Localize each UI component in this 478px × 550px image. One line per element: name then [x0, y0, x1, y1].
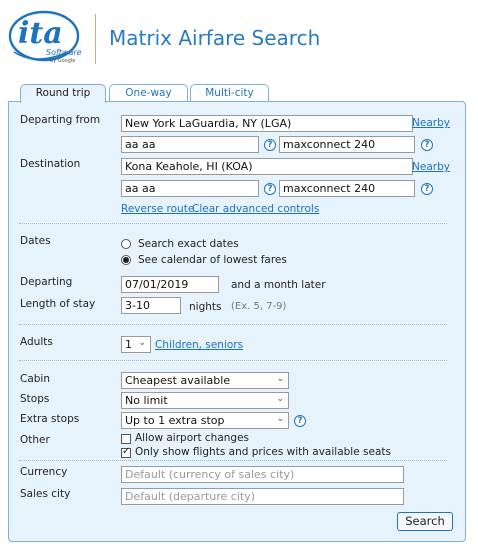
other-label: Other — [20, 434, 50, 446]
header-divider — [95, 14, 96, 64]
extra-stops-help-icon[interactable]: ? — [294, 415, 306, 427]
chevron-down-icon: ⌄ — [138, 338, 146, 348]
chevron-down-icon: ⌄ — [276, 394, 284, 404]
cabin-label: Cabin — [20, 373, 51, 385]
sales-city-input[interactable]: Default (departure city) — [121, 488, 404, 505]
page-title: Matrix Airfare Search — [109, 26, 321, 50]
only-available-seats-label: Only show flights and prices with available seats — [135, 446, 391, 458]
allow-airport-changes-label: Allow airport changes — [135, 432, 250, 444]
destination-nearby-link[interactable]: Nearby — [412, 161, 450, 173]
extra-stops-select-value: Up to 1 extra stop — [125, 414, 225, 427]
destination-input[interactable]: Kona Keahole, HI (KOA) — [121, 158, 413, 175]
currency-label: Currency — [20, 466, 68, 478]
section-divider — [19, 360, 447, 361]
extra-stops-select[interactable] — [121, 412, 289, 429]
stops-label: Stops — [20, 393, 50, 405]
logo-software-text: Software — [46, 48, 82, 57]
destination-extension-help-icon[interactable]: ? — [421, 183, 433, 195]
departing-from-label: Departing from — [20, 114, 101, 126]
calendar-lowest-fares-label: See calendar of lowest fares — [138, 254, 287, 266]
length-of-stay-input[interactable]: 3-10 — [121, 297, 181, 314]
allow-airport-changes-checkbox[interactable] — [121, 434, 131, 444]
destination-routing-help-icon[interactable]: ? — [264, 183, 276, 195]
chevron-down-icon: ⌄ — [276, 414, 284, 424]
nights-unit-label: nights — [189, 301, 222, 313]
departing-extension-help-icon[interactable]: ? — [421, 139, 433, 151]
destination-extension-input[interactable]: maxconnect 240 — [279, 180, 415, 197]
adults-select[interactable] — [121, 336, 151, 353]
extra-stops-label: Extra stops — [20, 413, 80, 425]
departing-extension-input[interactable]: maxconnect 240 — [279, 136, 415, 153]
destination-routing-input[interactable]: aa aa — [121, 180, 259, 197]
calendar-lowest-fares-radio[interactable] — [121, 255, 131, 265]
currency-input[interactable]: Default (currency of sales city) — [121, 466, 404, 483]
departing-date-input[interactable]: 07/01/2019 — [121, 276, 219, 293]
search-form-panel — [8, 101, 466, 542]
departing-from-input[interactable]: New York LaGuardia, NY (LGA) — [121, 115, 413, 132]
cabin-select[interactable] — [121, 372, 289, 389]
departing-routing-help-icon[interactable]: ? — [264, 139, 276, 151]
only-available-seats-checkbox[interactable] — [121, 448, 131, 458]
reverse-route-link[interactable]: Reverse route — [121, 203, 195, 215]
departing-routing-input[interactable]: aa aa — [121, 136, 259, 153]
ita-software-logo — [6, 8, 90, 68]
departing-label: Departing — [20, 276, 73, 288]
children-seniors-link[interactable]: Children, seniors — [155, 339, 244, 351]
chevron-down-icon: ⌄ — [276, 374, 284, 384]
section-divider — [19, 223, 447, 224]
stops-select-value: No limit — [125, 394, 168, 407]
length-of-stay-hint: (Ex. 5, 7-9) — [231, 301, 287, 312]
section-divider — [19, 324, 447, 325]
search-exact-dates-label: Search exact dates — [138, 238, 239, 250]
section-divider — [19, 460, 447, 461]
search-exact-dates-radio[interactable] — [121, 239, 131, 249]
tab-multi-city[interactable]: Multi-city — [190, 84, 269, 102]
sales-city-label: Sales city — [20, 488, 71, 500]
tab-round-trip[interactable]: Round trip — [20, 84, 106, 103]
length-of-stay-label: Length of stay — [20, 298, 96, 310]
adults-label: Adults — [20, 336, 53, 348]
clear-advanced-controls-link[interactable]: Clear advanced controls — [192, 203, 320, 215]
adults-select-value: 1 — [125, 338, 132, 351]
stops-select[interactable] — [121, 392, 289, 409]
logo-text: ita — [18, 16, 63, 51]
departing-nearby-link[interactable]: Nearby — [412, 117, 450, 129]
destination-label: Destination — [20, 158, 81, 170]
dates-label: Dates — [20, 235, 51, 247]
cabin-select-value: Cheapest available — [125, 374, 231, 387]
tab-one-way[interactable]: One-way — [109, 84, 188, 102]
logo-by-google-text: by Google — [50, 58, 76, 64]
search-button[interactable]: Search — [397, 512, 453, 531]
departing-date-suffix: and a month later — [231, 279, 326, 291]
